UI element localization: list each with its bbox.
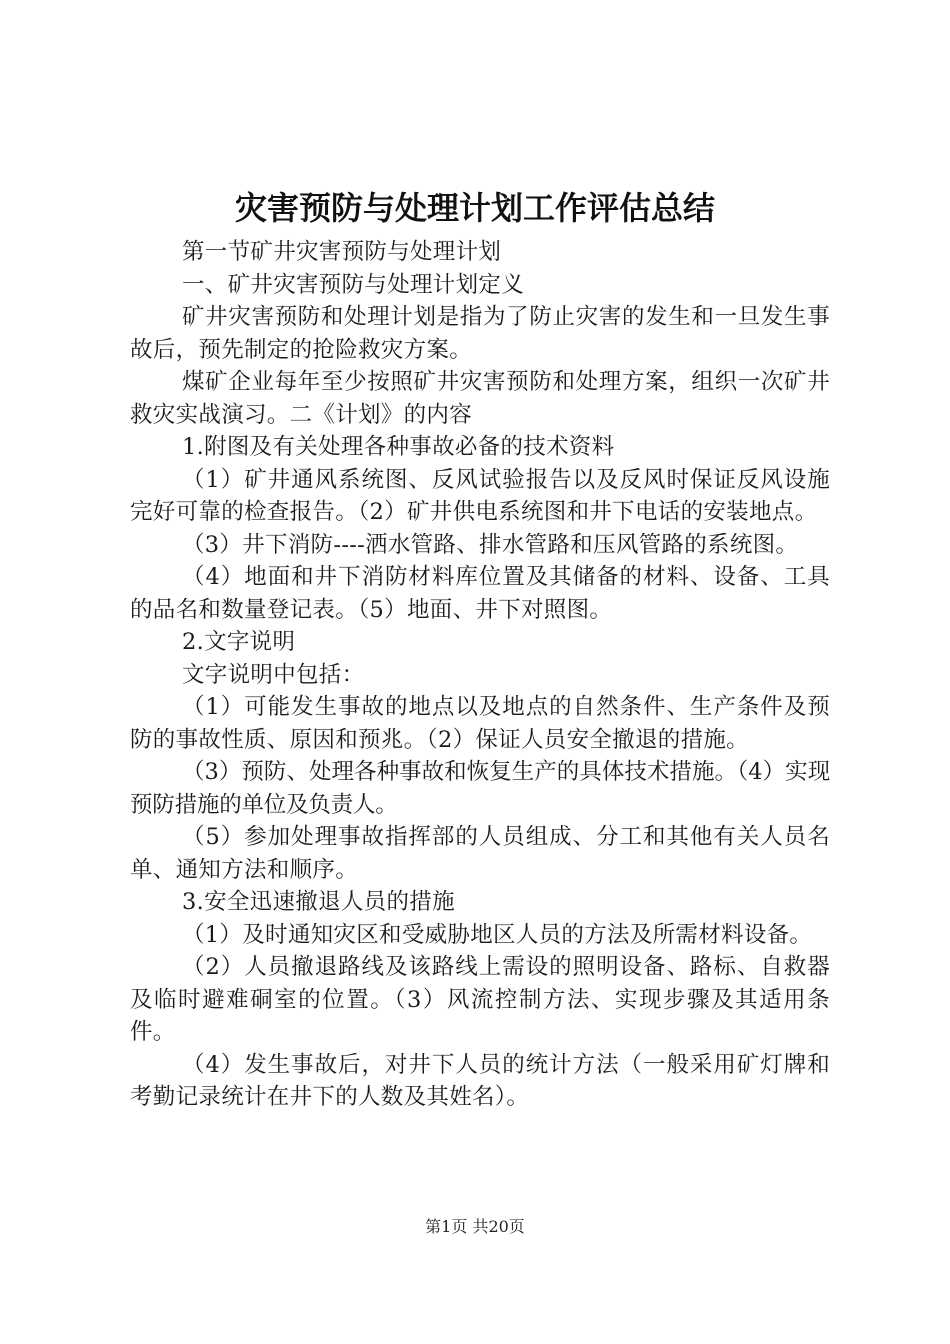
paragraph-drill: 煤矿企业每年至少按照矿井灾害预防和处理方案，组织一次矿井救灾实战演习。二《计划》的内容 xyxy=(130,369,830,428)
paragraph-item-command: （5）参加处理事故指挥部的人员组成、分工和其他有关人员名单、通知方法和顺序。 xyxy=(130,824,830,883)
paragraph-text-heading: 2.文字说明 xyxy=(182,629,296,655)
document-body xyxy=(130,236,830,1114)
paragraph-item-fire-piping: （3）井下消防----洒水管路、排水管路和压风管路的系统图。 xyxy=(182,531,799,558)
paragraph-section-heading: 第一节矿井灾害预防与处理计划 xyxy=(182,239,502,265)
paragraph-text-includes: 文字说明中包括： xyxy=(182,661,365,688)
page-footer: 第1页 共20页 xyxy=(425,1217,525,1236)
paragraph-item-technical-measures: （3）预防、处理各种事故和恢复生产的具体技术措施。（4）实现预防措施的单位及负责人。 xyxy=(130,759,830,818)
paragraph-item-ventilation: （1）矿井通风系统图、反风试验报告以及反风时保证反风设施完好可靠的检查报告。（2）矿井供电系统图和井下电话的安装地点。 xyxy=(130,466,830,525)
paragraph-item-accident-locations: （1）可能发生事故的地点以及地点的自然条件、生产条件及预防的事故性质、原因和预兆。（2）保证人员安全撤退的措施。 xyxy=(130,694,830,753)
paragraph-item-notification: （1）及时通知灾区和受威胁地区人员的方法及所需材料设备。 xyxy=(182,921,813,948)
paragraph-attachments-heading: 1.附图及有关处理各种事故必备的技术资料 xyxy=(182,434,615,460)
paragraph-definition: 矿井灾害预防和处理计划是指为了防止灾害的发生和一旦发生事故后，预先制定的抢险救灾方案。 xyxy=(130,304,830,363)
paragraph-item-materials: （4）地面和井下消防材料库位置及其储备的材料、设备、工具的品名和数量登记表。（5）地面、井下对照图。 xyxy=(130,564,830,623)
paragraph-item-routes: （2）人员撤退路线及该路线上需设的照明设备、路标、自救器及临时避难硐室的位置。（3）风流控制方法、实现步骤及其适用条件。 xyxy=(130,954,830,1045)
document-title: 灾害预防与处理计划工作评估总结 xyxy=(234,189,715,227)
paragraph-evacuation-heading: 3.安全迅速撤退人员的措施 xyxy=(182,889,455,915)
paragraph-definition-heading: 一、矿井灾害预防与处理计划定义 xyxy=(182,271,525,298)
paragraph-item-statistics: （4）发生事故后，对井下人员的统计方法（一般采用矿灯牌和考勤记录统计在井下的人数及其姓名）。 xyxy=(130,1051,830,1110)
